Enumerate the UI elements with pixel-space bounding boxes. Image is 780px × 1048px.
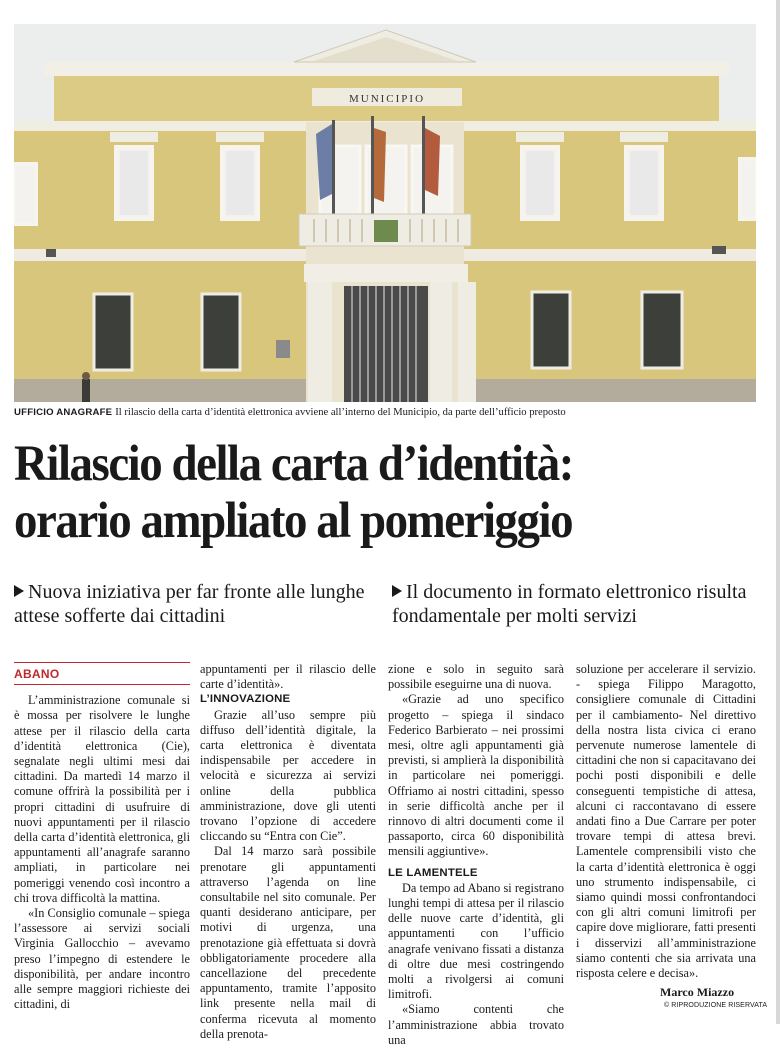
caption-text: Il rilascio della carta d’identità elettronica avviene all’interno del Municipio, da parte dell’ufficio preposto [115, 407, 566, 418]
deck-right [392, 580, 762, 628]
paragraph: L’amministrazione comunale si è mossa per risolvere le lunghe attese per il rilascio della carta d’identità elettronica (Cie), segnalate negli ultimi mesi dai cittadini. Da martedì 14 marzo il comune offrirà la possibilità per i propri cittadini di usufruire di nuovi appuntamenti per il rilascio della carta d’identità elettronica, gli appuntamenti all’anagrafe saranno ampliati, in particolare nei pomeriggi venendo così incontro a chi trova difficoltà la mattina. [14, 693, 190, 905]
article-column-3 [388, 662, 564, 1048]
author-byline: Marco Miazzo [660, 985, 735, 999]
headline-line-2: orario ampliato al pomeriggio [14, 493, 573, 549]
paragraph: «In Consiglio comunale – spiega l’assessore ai servizi sociali Virginia Gallocchio – avevamo preso l’impegno di estendere le disponibilità, per andare incontro alle sempre maggiori richieste dei cittadini, di [14, 906, 190, 1012]
photo-caption [14, 406, 760, 419]
paragraph: «Grazie ad uno specifico progetto – spiega il sindaco Federico Barbierato – nei prossimi mesi, oltre agli appuntamenti già previsti, si amplierà la disponibilità in particolare nei pomeriggi. Offriamo ai nostri cittadini, spesso in serie difficoltà anche per il rinnovo di altri documenti come il passaporto, circa 60 disponibilità mensili aggiuntive». [388, 692, 564, 859]
triangle-bullet-icon [14, 585, 24, 597]
triangle-bullet-icon [392, 585, 402, 597]
headline-line-1: Rilascio della carta d’identità: [14, 436, 573, 492]
subheading-innovazione: L’INNOVAZIONE [200, 693, 291, 706]
caption-tag: UFFICIO ANAGRAFE [14, 407, 113, 418]
paragraph: soluzione per accelerare il servizio. - spiega Filippo Maragotto, consigliere comunale di Cittadini per il cambiamento- Nel direttivo della nostra lista civica ci erano pervenute numerose lamentele di cittadini che non si capacitavano dei pochi posti disponibili e delle conseguenti tempistiche di attesa, alcuni ci raccontavano di essere andati fino a Due Carrare per poter trovare tempi di attesa brevi. Lamentele comprensibili visto che la carta d’identità elettronica è oggi uno strumento indispensabile, ci siamo quindi mossi confrontandoci con gli altri comuni limitrofi per capire dove migliorare, fatti presenti i disservizi all’amministrazione siamo contenti che sia arrivata una risposta celere e decisa». [576, 662, 756, 981]
paragraph: Dal 14 marzo sarà possibile prenotare gli appuntamenti attraverso l’agenda on line consultabile nel sito comunale. Per quanti desiderano anticipare, per motivi di urgenza, una prenotazione già effettuata si dovrà obbligatoriamente procedere alla cancellazione del precedente appuntamento, tramite l’apposito link presente nella mail di conferma ricevuta al momento della prenota- [200, 844, 376, 1041]
article-column-4 [576, 662, 756, 981]
headline [14, 436, 706, 550]
deck-left-text: Nuova iniziativa per far fronte alle lunghe attese sofferte dai cittadini [14, 581, 365, 627]
municipio-photo [14, 24, 756, 402]
municipio-sign: MUNICIPIO [348, 93, 426, 105]
copyright-notice: © RIPRODUZIONE RISERVATA [664, 1002, 768, 1009]
article-column-1 [14, 662, 190, 1012]
deck-right-text: Il documento in formato elettronico risulta fondamentale per molti servizi [392, 581, 747, 627]
paragraph: Grazie all’uso sempre più diffuso dell’identità digitale, la carta elettronica è diventata indispensabile per accedere in velocità e sicurezza ai servizi online della pubblica amministrazione, dove gli utenti trovano l’opzione di accedere cliccando su “Entra con Cie”. [200, 707, 376, 844]
article-column-2 [200, 662, 376, 1042]
building-illustration [14, 24, 756, 402]
paragraph: «Siamo contenti che l’amministrazione abbia trovato una [388, 1002, 564, 1047]
paragraph: zione e solo in seguito sarà possibile eseguirne una di nuova. [388, 662, 564, 692]
deck-left [14, 580, 374, 628]
location-label: ABANO [14, 662, 190, 685]
subheading-lamentele: LE LAMENTELE [388, 866, 478, 879]
paragraph: Da tempo ad Abano si registrano lunghi tempi di attesa per il rilascio delle nuove carte d’identità, gli appuntamenti con l’ufficio anagrafe venivano fissati a distanza di oltre due mesi costringendo molti a rivolgersi ai comuni limitrofi. [388, 880, 564, 1002]
paragraph: appuntamenti per il rilascio delle carte d’identità». [200, 662, 376, 692]
page-edge [776, 0, 780, 1024]
